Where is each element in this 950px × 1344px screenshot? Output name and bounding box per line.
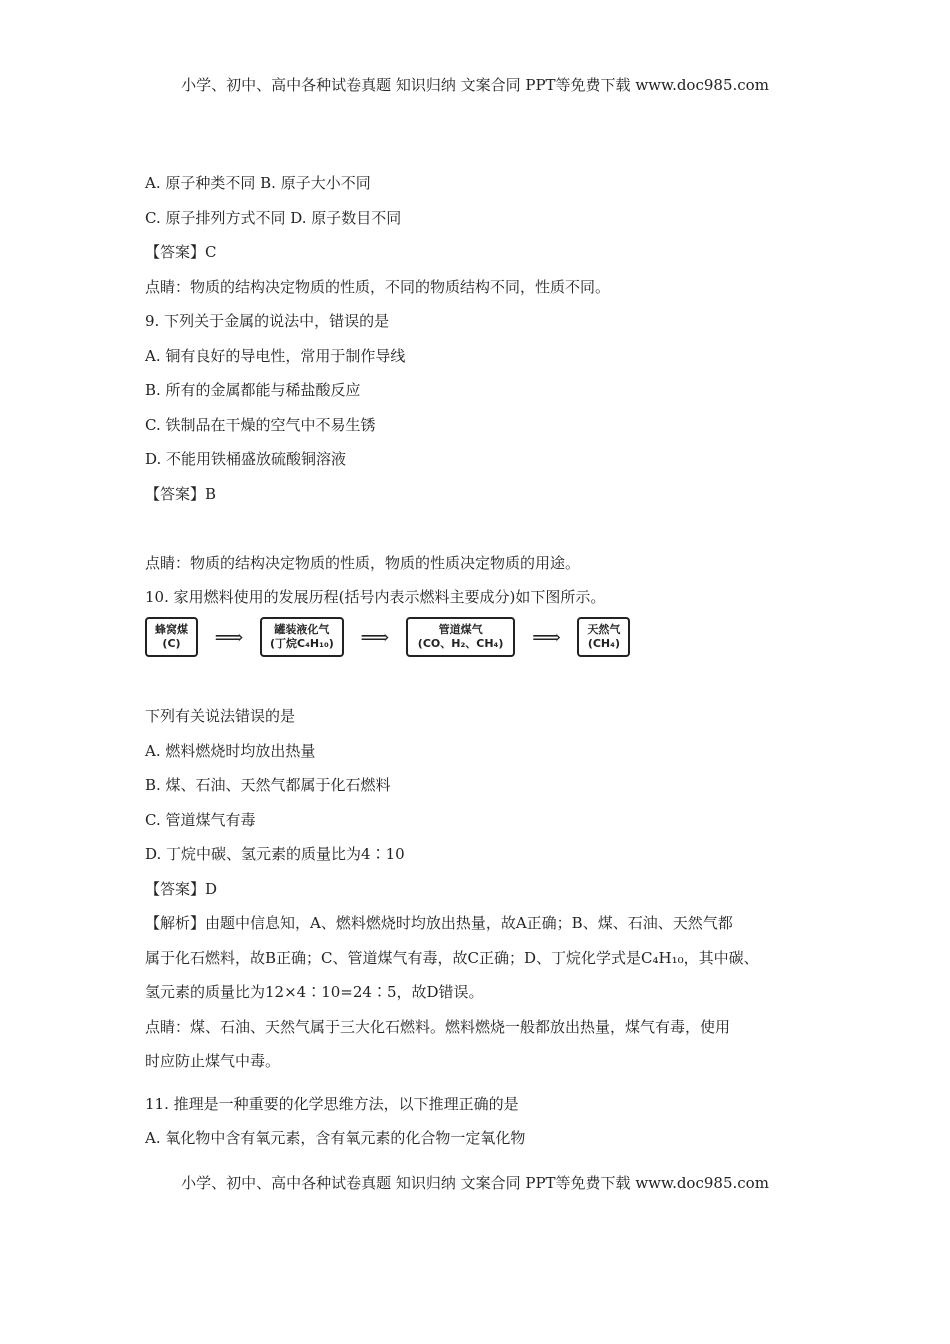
text-line: C. 管道煤气有毒 <box>145 811 256 829</box>
page-footer: 小学、初中、高中各种试卷真题 知识归纳 文案合同 PPT等免费下载 www.doc985.com <box>181 1174 769 1192</box>
text-line: 属于化石燃料，故B正确；C、管道煤气有毒，故C正确；D、丁烷化学式是C₄H₁₀，其中碳、 <box>145 949 759 967</box>
text-line: 9. 下列关于金属的说法中，错误的是 <box>145 312 390 330</box>
text-line: 点睛：物质的结构决定物质的性质，不同的物质结构不同，性质不同。 <box>145 278 611 296</box>
text-line: 时应防止煤气中毒。 <box>145 1052 281 1070</box>
text-line: D. 丁烷中碳、氢元素的质量比为4∶10 <box>145 845 405 863</box>
text-line: B. 所有的金属都能与稀盐酸反应 <box>145 381 361 399</box>
text-line: 【答案】B <box>145 485 217 503</box>
box-formula: (丁烷C₄H₁₀) <box>270 637 334 650</box>
flow-box-3 <box>406 617 516 657</box>
arrow-icon: ⟹ <box>360 625 390 649</box>
flow-box-4 <box>577 617 630 657</box>
box-name: 蜂窝煤 <box>155 623 188 636</box>
text-line: A. 氧化物中含有氧元素，含有氧元素的化合物一定氧化物 <box>145 1129 526 1147</box>
box-name: 天然气 <box>587 623 621 636</box>
text-line: A. 原子种类不同 B. 原子大小不同 <box>145 174 371 192</box>
text-line: 11. 推理是一种重要的化学思维方法，以下推理正确的是 <box>145 1095 519 1113</box>
text-line: C. 铁制品在干燥的空气中不易生锈 <box>145 416 376 434</box>
text-line: 氢元素的质量比为12×4∶10=24∶5，故D错误。 <box>145 983 484 1001</box>
box-formula: (CO、H₂、CH₄) <box>417 637 504 650</box>
arrow-icon: ⟹ <box>214 625 244 649</box>
text-line: A. 铜有良好的导电性，常用于制作导线 <box>145 347 406 365</box>
text-line: 点睛：煤、石油、天然气属于三大化石燃料。燃料燃烧一般都放出热量，煤气有毒，使用 <box>145 1018 731 1036</box>
arrow-icon: ⟹ <box>532 625 561 649</box>
text-line: A. 燃料燃烧时均放出热量 <box>145 742 316 760</box>
text-line: 【答案】D <box>145 880 218 898</box>
flow-box-1 <box>145 617 198 657</box>
text-line: 下列有关说法错误的是 <box>145 707 296 725</box>
text-line: B. 煤、石油、天然气都属于化石燃料 <box>145 776 391 794</box>
fuel-flow-diagram <box>145 617 630 657</box>
text-line: 【解析】由题中信息知，A、燃料燃烧时均放出热量，故A正确；B、煤、石油、天然气都 <box>145 914 733 932</box>
box-name: 管道煤气 <box>438 623 483 636</box>
text-line: D. 不能用铁桶盛放硫酸铜溶液 <box>145 450 347 468</box>
text-line: 【答案】C <box>145 243 217 261</box>
box-formula: (CH₄) <box>587 637 620 650</box>
text-line: 点睛：物质的结构决定物质的性质，物质的性质决定物质的用途。 <box>145 554 581 572</box>
box-formula: (C) <box>162 637 181 650</box>
text-line: 10. 家用燃料使用的发展历程(括号内表示燃料主要成分)如下图所示。 <box>145 588 606 606</box>
page-header: 小学、初中、高中各种试卷真题 知识归纳 文案合同 PPT等免费下载 www.doc985.com <box>181 76 769 94</box>
box-name: 罐装液化气 <box>274 623 330 636</box>
text-line: C. 原子排列方式不同 D. 原子数目不同 <box>145 209 402 227</box>
flow-box-2 <box>260 617 344 657</box>
